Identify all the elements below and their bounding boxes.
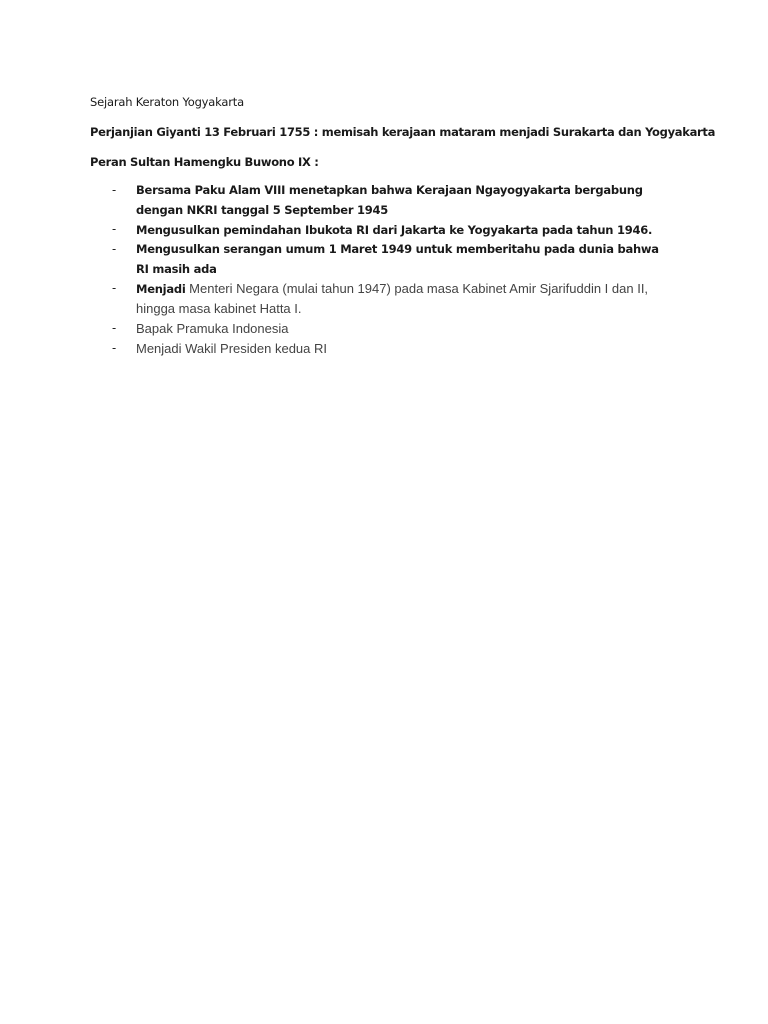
list-item-bold: Bersama Paku Alam VIII menetapkan bahwa Kerajaan Ngayogyakarta bergabung dengan NKRI tanggal 5 September 1945: [136, 183, 643, 217]
list-item-text: [136, 319, 671, 339]
treaty-line: Perjanjian Giyanti 13 Februari 1755 : memisah kerajaan mataram menjadi Surakarta dan Yogyakarta: [90, 125, 716, 139]
list-item: [0, 339, 768, 359]
list-item: [0, 220, 768, 240]
list-item-text: [136, 181, 671, 220]
list-marker: -: [112, 183, 117, 197]
list-item: [0, 240, 768, 279]
list-item-regular: Menjadi Wakil Presiden kedua RI: [136, 341, 327, 356]
list-item-text: [136, 339, 671, 359]
roles-list: [0, 181, 768, 359]
list-item-text: [136, 240, 671, 279]
list-item: [0, 279, 768, 319]
role-heading: Peran Sultan Hamengku Buwono IX :: [90, 155, 319, 169]
list-marker: -: [112, 321, 117, 335]
list-item-bold: Mengusulkan serangan umum 1 Maret 1949 untuk memberitahu pada dunia bahwa RI masih ada: [136, 242, 659, 276]
list-item-bold: Menjadi: [136, 282, 186, 296]
document-title: Sejarah Keraton Yogyakarta: [90, 95, 244, 109]
list-marker: -: [112, 242, 117, 256]
list-marker: -: [112, 281, 117, 295]
list-item-bold: Mengusulkan pemindahan Ibukota RI dari Jakarta ke Yogyakarta pada tahun 1946.: [136, 223, 653, 237]
list-item: [0, 181, 768, 220]
list-item-text: [136, 279, 671, 319]
list-marker: -: [112, 222, 117, 236]
list-item-regular: Menteri Negara (mulai tahun 1947) pada masa Kabinet Amir Sjarifuddin I dan II, hingga masa kabinet Hatta I.: [136, 281, 649, 316]
list-marker: -: [112, 341, 117, 355]
list-item: [0, 319, 768, 339]
list-item-regular: Bapak Pramuka Indonesia: [136, 321, 289, 336]
list-item-text: [136, 220, 671, 240]
